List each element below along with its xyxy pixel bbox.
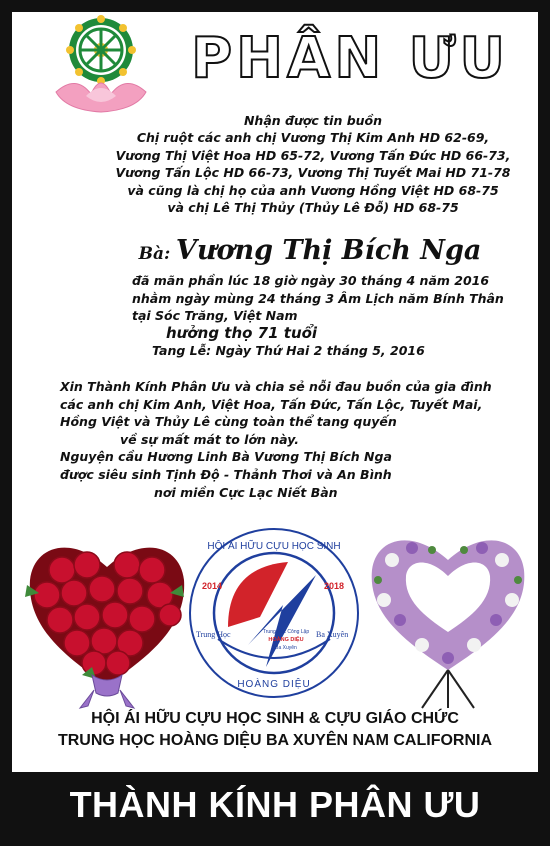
intro-line: và cũng là chị họ của anh Vương Hồng Việt HD 68-75 bbox=[127, 182, 499, 198]
details-line: nhằm ngày mùng 24 tháng 3 Âm Lịch năm Bính Thân bbox=[132, 290, 504, 306]
details-line: tại Sóc Trăng, Việt Nam bbox=[132, 308, 298, 324]
organization-line2: TRUNG HỌC HOÀNG DIỆU BA XUYÊN NAM CALIFORNIA bbox=[57, 732, 493, 749]
condolence-line: Xin Thành Kính Phân Ưu và chia sẻ nỗi đau buồn của gia đình bbox=[60, 379, 492, 394]
passing-details bbox=[132, 272, 504, 360]
organization-line1: HỘI ÁI HỮU CỰU HỌC SINH & CỰU GIÁO CHỨC bbox=[91, 710, 459, 727]
condolence-line: các anh chị Kim Anh, Việt Hoa, Tấn Đức, Tấn Lộc, Tuyết Mai, bbox=[60, 396, 483, 412]
logo-right-side: Ba Xuyên bbox=[316, 630, 349, 639]
condolence-banner: THÀNH KÍNH PHÂN ƯU bbox=[69, 784, 481, 825]
condolence-line: được siêu sinh Tịnh Độ - Thảnh Thơi và An Bình bbox=[60, 466, 392, 482]
age-line: hưởng thọ 71 tuổi bbox=[166, 323, 318, 342]
condolence-line: Nguyện cầu Hương Linh Bà Vương Thị Bích Nga bbox=[60, 449, 392, 465]
intro-line: Vương Thị Việt Hoa HD 65-72, Vương Tấn Đức HD 66-73, bbox=[115, 147, 511, 163]
intro-line: Nhận được tin buồn bbox=[243, 113, 383, 128]
logo-center-line2: HOÀNG DIỆU bbox=[268, 637, 304, 643]
logo-year-right: 2018 bbox=[324, 581, 345, 591]
intro-line: Vương Tấn Lộc HD 66-73, Vương Thị Tuyết Mai HD 71-78 bbox=[115, 165, 511, 181]
condolence-line: về sự mất mát to lớn này. bbox=[120, 431, 299, 447]
rose-heart-bouquet-image bbox=[22, 525, 192, 710]
logo-bottom-text: HOÀNG DIỆU bbox=[237, 679, 311, 690]
condolence-line: Hồng Việt và Thủy Lê cùng toàn thể tang quyến bbox=[60, 414, 397, 430]
logo-arc-text: HỘI ÁI HỮU CỰU HỌC SINH bbox=[207, 541, 341, 552]
condolence-text bbox=[60, 378, 530, 501]
logo-left-side: Trung Học bbox=[196, 630, 231, 639]
deceased-name: Vương Thị Bích Nga bbox=[175, 235, 482, 266]
logo-center-line1: Trung Học Công Lập bbox=[262, 629, 310, 635]
deceased-name-line bbox=[130, 235, 490, 266]
organization-name bbox=[12, 708, 538, 752]
funeral-line: Tang Lễ: Ngày Thứ Hai 2 tháng 5, 2016 bbox=[152, 343, 425, 359]
condolence-line: nơi miền Cực Lạc Niết Bàn bbox=[154, 484, 338, 500]
dharma-wheel-lotus-icon bbox=[46, 14, 156, 114]
details-line: đã mãn phần lúc 18 giờ ngày 30 tháng 4 năm 2016 bbox=[132, 273, 490, 288]
deceased-prefix: Bà: bbox=[138, 244, 171, 264]
logo-center-line3: Ba Xuyên bbox=[275, 645, 297, 651]
intro-text bbox=[98, 112, 528, 216]
lavender-heart-wreath-image bbox=[362, 520, 534, 710]
page-title: PHÂN ƯU bbox=[191, 26, 509, 91]
intro-line: và chị Lê Thị Thủy (Thủy Lê Đỗ) HD 68-75 bbox=[167, 200, 459, 216]
school-logo bbox=[188, 527, 360, 699]
logo-year-left: 2014 bbox=[202, 581, 223, 591]
intro-line: Chị ruột các anh chị Vương Thị Kim Anh HD 62-69, bbox=[136, 130, 490, 146]
